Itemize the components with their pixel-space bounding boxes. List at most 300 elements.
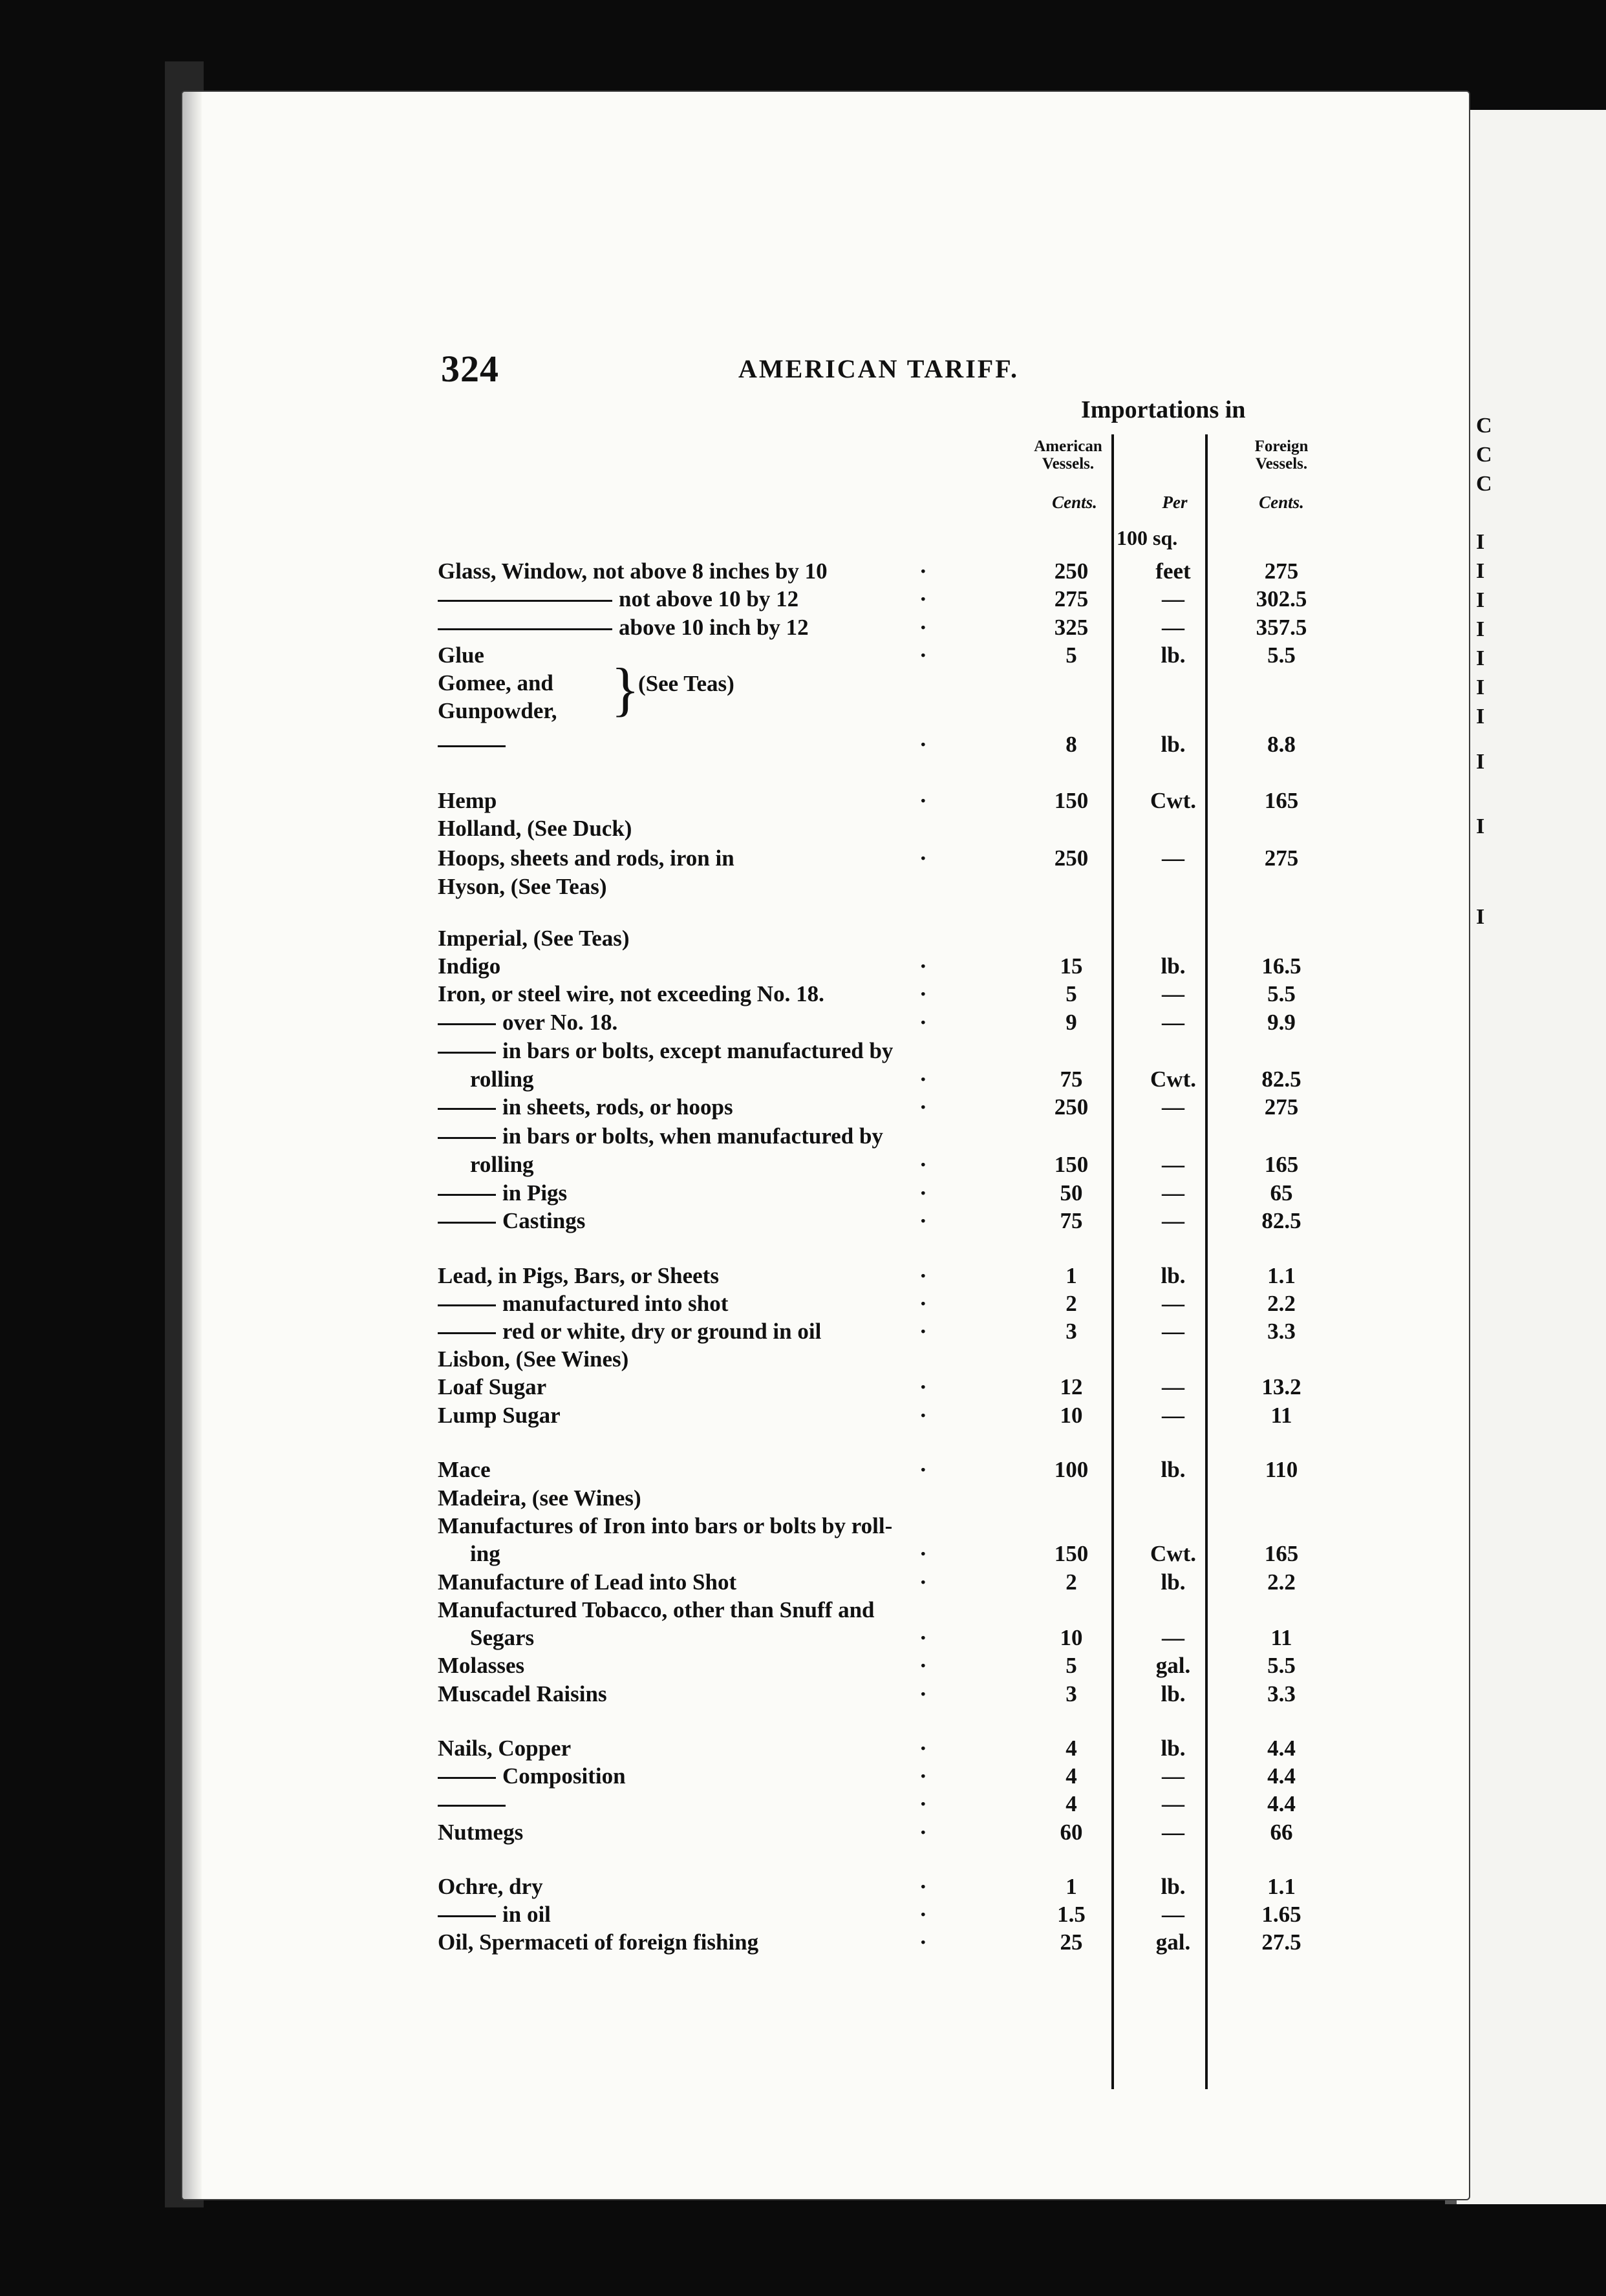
table-row [182, 874, 1469, 900]
table-row [182, 1513, 1469, 1539]
ditto-rule [438, 1304, 496, 1306]
leader-dots: · [919, 1569, 927, 1595]
per-unit: — [1162, 1403, 1184, 1428]
per-unit: lb. [1161, 732, 1186, 757]
foreign-vessels-rate: 1.65 [1261, 1902, 1301, 1927]
facing-page-letter: C [1476, 472, 1492, 496]
item-name [438, 845, 734, 871]
per-unit: lb. [1161, 1736, 1186, 1761]
facing-page-letter: I [1476, 705, 1485, 728]
per-unit: — [1162, 1902, 1184, 1927]
american-vessels-rate: 325 [1054, 615, 1089, 640]
table-row [182, 732, 1469, 758]
per-unit: lb. [1161, 1681, 1186, 1706]
per-unit: — [1162, 845, 1184, 871]
item-name [438, 1208, 585, 1234]
item-text: in sheets, rods, or hoops [502, 1094, 733, 1120]
item-name [438, 1291, 728, 1317]
item-text: Muscadel Raisins [438, 1681, 607, 1706]
item-name [438, 1929, 758, 1955]
document-page [181, 90, 1470, 2200]
item-name [438, 1010, 617, 1036]
leader-dots: · [919, 1874, 927, 1899]
item-text: Mace [438, 1457, 491, 1482]
item-name [438, 1597, 875, 1623]
per-unit: lb. [1161, 953, 1186, 979]
item-name [438, 698, 557, 724]
table-row [182, 1123, 1469, 1149]
item-name [438, 1653, 524, 1679]
importations-heading: Importations in [1081, 396, 1246, 423]
foreign-vessels-rate: 110 [1265, 1457, 1298, 1482]
foreign-vessels-rate: 165 [1264, 1152, 1299, 1177]
american-vessels-rate: 3 [1065, 1681, 1077, 1706]
table-row [182, 1291, 1469, 1317]
table-row [182, 1346, 1469, 1372]
ditto-rule [438, 1137, 496, 1139]
american-vessels-rate: 8 [1065, 732, 1077, 757]
american-vessels-rate: 5 [1065, 981, 1077, 1006]
leader-dots: · [919, 953, 927, 979]
leader-dots: · [919, 1902, 927, 1927]
table-row [182, 698, 1469, 724]
item-text: Lisbon, (See Wines) [438, 1346, 629, 1372]
brace-note: (See Teas) [638, 671, 734, 696]
american-vessels-rate: 150 [1054, 788, 1089, 813]
item-text: Nutmegs [438, 1820, 524, 1845]
table-row [182, 1094, 1469, 1120]
item-text: Hemp [438, 788, 497, 813]
foreign-vessels-rate: 82.5 [1261, 1208, 1301, 1233]
item-text: over No. 18. [502, 1010, 618, 1035]
american-vessels-rate: 75 [1060, 1208, 1083, 1233]
item-name [438, 1902, 551, 1928]
leader-dots: · [919, 1152, 927, 1177]
item-text: ing [470, 1541, 500, 1566]
per-unit: — [1162, 1319, 1184, 1344]
item-name [438, 1874, 543, 1900]
item-text: Molasses [438, 1653, 525, 1678]
leader-dots: · [919, 1291, 927, 1316]
american-vessels-rate: 250 [1054, 845, 1089, 871]
table-row [182, 1736, 1469, 1761]
leader-dots: · [919, 643, 927, 668]
leader-dots: · [919, 845, 927, 871]
item-name [438, 615, 809, 641]
item-name [438, 1263, 719, 1289]
item-name [438, 1374, 546, 1400]
item-text: rolling [470, 1152, 534, 1177]
item-text: Iron, or steel wire, not exceeding No. 18. [438, 981, 824, 1006]
foreign-vessels-rate: 11 [1270, 1403, 1292, 1428]
item-name [438, 1094, 733, 1120]
american-vessels-rate: 1 [1065, 1263, 1077, 1288]
facing-page-letter: C [1476, 443, 1492, 467]
foreign-vessels-rate: 4.4 [1267, 1791, 1296, 1816]
leader-dots: · [919, 558, 927, 584]
item-text: Gomee, and [438, 670, 553, 696]
item-name [438, 816, 632, 842]
ditto-rule [438, 1194, 496, 1196]
per-unit: — [1162, 586, 1184, 611]
per-unit: — [1162, 1763, 1184, 1789]
ditto-rule [438, 1915, 496, 1917]
leader-dots: · [919, 1067, 927, 1092]
item-text: in Pigs [502, 1180, 568, 1206]
leader-dots: · [919, 1263, 927, 1288]
foreign-vessels-rate: 5.5 [1267, 981, 1296, 1006]
table-row [182, 1820, 1469, 1845]
table-row [182, 670, 1469, 696]
item-name [438, 1569, 736, 1595]
foreign-vessels-rate: 27.5 [1261, 1929, 1301, 1955]
table-row [182, 1653, 1469, 1679]
table-row [182, 1569, 1469, 1595]
per-unit: — [1162, 1820, 1184, 1845]
item-name [438, 1457, 491, 1483]
foreign-vessels-rate: 16.5 [1261, 953, 1301, 979]
foreign-vessels-rate: 8.8 [1267, 732, 1296, 757]
item-text: red or white, dry or ground in oil [502, 1319, 822, 1344]
table-row [182, 1263, 1469, 1289]
leader-dots: · [919, 615, 927, 640]
leader-dots: · [919, 1681, 927, 1706]
per-unit: — [1162, 615, 1184, 640]
table-row [182, 816, 1469, 842]
table-row [182, 1319, 1469, 1345]
per-unit: — [1162, 1208, 1184, 1233]
table-row [182, 1681, 1469, 1707]
item-text: Manufacture of Lead into Shot [438, 1569, 737, 1595]
ditto-rule [438, 1777, 496, 1779]
item-text: Holland, (See Duck) [438, 816, 632, 841]
item-name [438, 981, 824, 1007]
facing-page-letter: C [1476, 414, 1492, 438]
item-text: in bars or bolts, when manufactured by [502, 1123, 883, 1149]
per-unit: gal. [1155, 1929, 1191, 1955]
item-text: Manufactured Tobacco, other than Snuff and [438, 1597, 875, 1622]
item-text: Gunpowder, [438, 698, 557, 723]
column-unit-american: Cents. [1052, 493, 1097, 512]
american-vessels-rate: 25 [1060, 1929, 1083, 1955]
ditto-rule [438, 628, 612, 630]
ditto-rule [438, 1805, 506, 1807]
table-row [182, 586, 1469, 612]
item-name [438, 732, 512, 758]
foreign-vessels-rate: 65 [1270, 1180, 1293, 1206]
item-text: manufactured into shot [502, 1291, 729, 1316]
american-vessels-rate: 5 [1065, 643, 1077, 668]
ditto-rule [438, 1222, 496, 1224]
per-unit: gal. [1155, 1653, 1191, 1678]
item-name [438, 874, 607, 900]
item-name [438, 1681, 607, 1707]
table-row [182, 1067, 1469, 1092]
foreign-vessels-rate: 165 [1264, 788, 1299, 813]
foreign-vessels-rate: 275 [1264, 1094, 1299, 1120]
per-unit: — [1162, 1152, 1184, 1177]
american-vessels-rate: 1 [1065, 1874, 1077, 1899]
item-text: Madeira, (see Wines) [438, 1485, 641, 1511]
table-row [182, 845, 1469, 871]
leader-dots: · [919, 1541, 927, 1566]
ditto-rule [438, 600, 612, 602]
item-name [470, 1541, 500, 1567]
foreign-vessels-rate: 1.1 [1267, 1263, 1296, 1288]
foreign-vessels-rate: 275 [1264, 558, 1299, 584]
table-row [182, 1929, 1469, 1955]
table-row [182, 1874, 1469, 1900]
item-name [438, 1820, 523, 1845]
item-name [438, 1123, 883, 1149]
american-vessels-rate: 275 [1054, 586, 1089, 611]
foreign-vessels-rate: 165 [1264, 1541, 1299, 1566]
table-row [182, 1457, 1469, 1483]
ditto-rule [438, 1023, 496, 1025]
table-row [182, 1010, 1469, 1036]
running-head: AMERICAN TARIFF. [738, 354, 1019, 383]
american-vessels-rate: 2 [1065, 1569, 1077, 1595]
table-row [182, 1208, 1469, 1234]
leader-dots: · [919, 1094, 927, 1120]
brace-symbol: } [611, 656, 640, 722]
table-row [182, 615, 1469, 641]
item-name [438, 1346, 628, 1372]
foreign-vessels-rate: 11 [1270, 1625, 1292, 1650]
foreign-vessels-rate: 5.5 [1267, 643, 1296, 668]
leader-dots: · [919, 1625, 927, 1650]
column-header-foreign: Foreign Vessels. [1254, 438, 1309, 473]
item-text: Hyson, (See Teas) [438, 874, 607, 899]
per-unit: — [1162, 981, 1184, 1006]
table-row [182, 1485, 1469, 1511]
table-row [182, 788, 1469, 814]
item-text: Indigo [438, 953, 501, 979]
ditto-rule [438, 1332, 496, 1334]
item-text: Composition [502, 1763, 626, 1789]
leader-dots: · [919, 1208, 927, 1233]
per-unit: lb. [1161, 643, 1186, 668]
item-name [470, 1067, 534, 1092]
table-row [182, 981, 1469, 1007]
item-text: Lead, in Pigs, Bars, or Sheets [438, 1263, 719, 1288]
american-vessels-rate: 15 [1060, 953, 1083, 979]
item-name [438, 926, 630, 951]
item-name [438, 1485, 641, 1511]
per-unit: — [1162, 1625, 1184, 1650]
table-row [182, 1152, 1469, 1178]
american-vessels-rate: 50 [1060, 1180, 1083, 1206]
american-vessels-rate: 150 [1054, 1152, 1089, 1177]
item-text: Ochre, dry [438, 1874, 543, 1899]
per-unit: — [1162, 1791, 1184, 1816]
column-header-per: Per [1162, 493, 1188, 512]
per-unit: Cwt. [1150, 1541, 1196, 1566]
item-text: Nails, Copper [438, 1736, 572, 1761]
foreign-vessels-rate: 5.5 [1267, 1653, 1296, 1678]
american-vessels-rate: 250 [1054, 1094, 1089, 1120]
table-row [182, 1763, 1469, 1789]
column-unit-foreign: Cents. [1259, 493, 1304, 512]
table-row [182, 926, 1469, 951]
item-text: Glue [438, 643, 484, 668]
item-name [438, 788, 497, 814]
item-name [438, 670, 553, 696]
item-text: Manufactures of Iron into bars or bolts by roll- [438, 1513, 893, 1538]
foreign-vessels-rate: 2.2 [1267, 1291, 1296, 1316]
leader-dots: · [919, 1403, 927, 1428]
item-text: in oil [502, 1902, 551, 1927]
foreign-vessels-rate: 357.5 [1256, 615, 1307, 640]
item-text: Oil, Spermaceti of foreign fishing [438, 1929, 759, 1955]
facing-page-letter: I [1476, 750, 1485, 774]
item-name [438, 643, 484, 668]
table-row [182, 1597, 1469, 1623]
american-vessels-rate: 10 [1060, 1625, 1083, 1650]
item-text: Segars [470, 1625, 535, 1650]
per-unit: — [1162, 1291, 1184, 1316]
item-name [438, 1791, 512, 1817]
per-unit: lb. [1161, 1874, 1186, 1899]
foreign-vessels-rate: 4.4 [1267, 1763, 1296, 1789]
foreign-vessels-rate: 9.9 [1267, 1010, 1296, 1035]
table-row [182, 1791, 1469, 1817]
item-text: rolling [470, 1067, 534, 1092]
american-vessels-rate: 150 [1054, 1541, 1089, 1566]
american-vessels-rate: 4 [1065, 1763, 1077, 1789]
table-row [182, 1541, 1469, 1567]
per-unit: lb. [1161, 1263, 1186, 1288]
leader-dots: · [919, 1457, 927, 1482]
american-vessels-rate: 10 [1060, 1403, 1083, 1428]
foreign-vessels-rate: 302.5 [1256, 586, 1307, 611]
per-unit: — [1162, 1094, 1184, 1120]
per-unit-prefix: 100 sq. [1117, 526, 1178, 549]
foreign-vessels-rate: 2.2 [1267, 1569, 1296, 1595]
facing-page-letter: I [1476, 530, 1485, 554]
foreign-vessels-rate: 82.5 [1261, 1067, 1301, 1092]
facing-page-letter: I [1476, 814, 1485, 838]
american-vessels-rate: 100 [1054, 1457, 1089, 1482]
american-vessels-rate: 5 [1065, 1653, 1077, 1678]
ditto-rule [438, 745, 506, 747]
table-row [182, 1374, 1469, 1400]
leader-dots: · [919, 1319, 927, 1344]
table-row [182, 1902, 1469, 1928]
item-name [438, 586, 798, 612]
per-unit: — [1162, 1010, 1184, 1035]
item-text: above 10 inch by 12 [619, 615, 809, 640]
item-name [438, 558, 828, 584]
foreign-vessels-rate: 3.3 [1267, 1319, 1296, 1344]
table-row [182, 643, 1469, 668]
leader-dots: · [919, 732, 927, 757]
item-name [438, 1038, 893, 1064]
table-row [182, 1403, 1469, 1429]
facing-page-letter: I [1476, 559, 1485, 583]
american-vessels-rate: 75 [1060, 1067, 1083, 1092]
facing-page-letter: I [1476, 617, 1485, 641]
american-vessels-rate: 9 [1065, 1010, 1077, 1035]
leader-dots: · [919, 1929, 927, 1955]
table-row [182, 558, 1469, 584]
table-row [182, 1038, 1469, 1064]
leader-dots: · [919, 1180, 927, 1206]
item-text: Loaf Sugar [438, 1374, 547, 1399]
foreign-vessels-rate: 66 [1270, 1820, 1293, 1845]
american-vessels-rate: 3 [1065, 1319, 1077, 1344]
item-name [438, 1513, 892, 1539]
ditto-rule [438, 1108, 496, 1110]
column-header-american: American Vessels. [1034, 438, 1102, 473]
item-text: Lump Sugar [438, 1403, 561, 1428]
leader-dots: · [919, 1791, 927, 1816]
leader-dots: · [919, 1010, 927, 1035]
per-unit: — [1162, 1374, 1184, 1399]
american-vessels-rate: 2 [1065, 1291, 1077, 1316]
per-unit: lb. [1161, 1457, 1186, 1482]
table-row [182, 1625, 1469, 1651]
facing-page-letter: I [1476, 675, 1485, 699]
leader-dots: · [919, 586, 927, 611]
leader-dots: · [919, 981, 927, 1006]
american-vessels-rate: 4 [1065, 1791, 1077, 1816]
item-name [470, 1152, 534, 1178]
ditto-rule [438, 1052, 496, 1054]
american-vessels-rate: 12 [1060, 1374, 1083, 1399]
leader-dots: · [919, 1653, 927, 1678]
facing-page-letter: I [1476, 905, 1485, 929]
item-name [470, 1625, 534, 1651]
american-vessels-rate: 60 [1060, 1820, 1083, 1845]
table-row [182, 1180, 1469, 1206]
item-name [438, 1736, 571, 1761]
item-text: Glass, Window, not above 8 inches by 10 [438, 558, 828, 584]
facing-page-letter: I [1476, 588, 1485, 612]
american-vessels-rate: 250 [1054, 558, 1089, 584]
foreign-vessels-rate: 3.3 [1267, 1681, 1296, 1706]
item-text: not above 10 by 12 [619, 586, 799, 611]
foreign-vessels-rate: 13.2 [1261, 1374, 1301, 1399]
table-row [182, 953, 1469, 979]
american-vessels-rate: 4 [1065, 1736, 1077, 1761]
item-text: Castings [502, 1208, 586, 1233]
item-name [438, 1763, 626, 1789]
leader-dots: · [919, 788, 927, 813]
facing-page-letter: I [1476, 646, 1485, 670]
foreign-vessels-rate: 1.1 [1267, 1874, 1296, 1899]
per-unit: Cwt. [1150, 1067, 1196, 1092]
leader-dots: · [919, 1820, 927, 1845]
per-unit: Cwt. [1150, 788, 1196, 813]
item-name [438, 953, 500, 979]
page-number: 324 [441, 348, 499, 390]
item-name [438, 1180, 567, 1206]
item-name [438, 1403, 561, 1429]
item-name [438, 1319, 821, 1345]
per-unit: feet [1155, 558, 1191, 584]
american-vessels-rate: 1.5 [1057, 1902, 1086, 1927]
per-unit: lb. [1161, 1569, 1186, 1595]
leader-dots: · [919, 1763, 927, 1789]
foreign-vessels-rate: 275 [1264, 845, 1299, 871]
item-text: Imperial, (See Teas) [438, 926, 630, 951]
per-unit: — [1162, 1180, 1184, 1206]
item-text: Hoops, sheets and rods, iron in [438, 845, 734, 871]
leader-dots: · [919, 1736, 927, 1761]
leader-dots: · [919, 1374, 927, 1399]
foreign-vessels-rate: 4.4 [1267, 1736, 1296, 1761]
